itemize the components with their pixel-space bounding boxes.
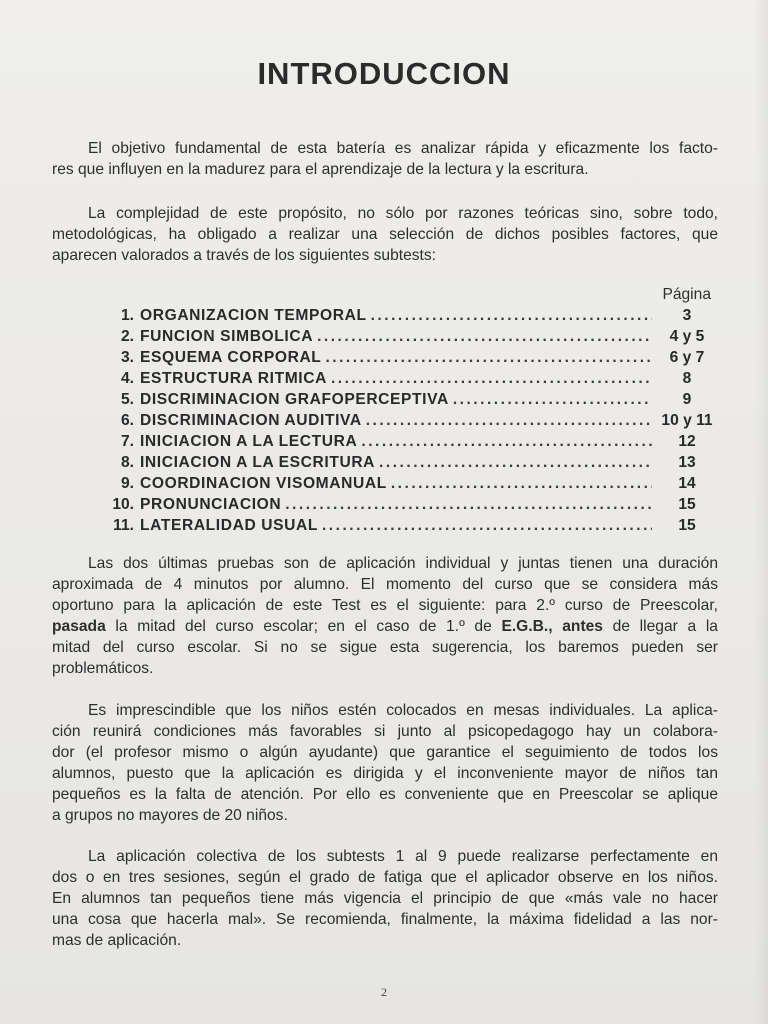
toc-row <box>100 494 718 515</box>
paragraph-line: mas de aplicación. <box>52 932 182 949</box>
toc-number: 4. <box>120 370 134 387</box>
toc-number: 3. <box>120 349 134 366</box>
toc-page: 14 <box>678 475 696 492</box>
paragraph-line: pequeños es la falta de atención. Por ello es conveniente que en Preescolar se aplique <box>52 786 718 803</box>
toc-number: 7. <box>120 433 134 450</box>
toc-number: 9. <box>120 475 134 492</box>
toc-row <box>100 515 718 536</box>
emphasis-text: pasada <box>52 618 106 635</box>
toc-number: 5. <box>120 391 134 408</box>
toc-number: 10. <box>112 496 134 513</box>
toc-leader-dots <box>322 515 652 536</box>
seating-paragraph <box>52 700 718 826</box>
toc-row <box>100 431 718 452</box>
toc-leader-dots <box>371 305 652 326</box>
toc-row <box>100 389 718 410</box>
toc-number: 6. <box>120 412 134 429</box>
toc-label: FUNCION SIMBOLICA <box>140 328 314 345</box>
toc-number: 8. <box>120 454 134 471</box>
paragraph-line: Es imprescindible que los niños estén colocados en mesas individuales. La aplica- <box>88 702 718 719</box>
collective-application-paragraph <box>52 846 718 951</box>
paragraph-line: una cosa que hacerla mal». Se recomienda, finalmente, la máxima fidelidad a las nor- <box>52 911 718 928</box>
toc-row <box>100 473 718 494</box>
toc-page: 8 <box>682 370 692 387</box>
intro-paragraph-2 <box>52 203 718 266</box>
toc-page: 15 <box>678 496 696 513</box>
toc-label: LATERALIDAD USUAL <box>140 517 318 534</box>
toc-page: 3 <box>682 307 692 324</box>
paragraph-line: La aplicación colectiva de los subtests 1 al 9 puede realizarse perfectamente en <box>88 848 718 865</box>
paragraph-line: problemáticos. <box>52 660 154 677</box>
toc-leader-dots <box>366 410 652 431</box>
emphasis-text: E.G.B., antes <box>501 618 603 635</box>
toc-page-header: Página <box>662 286 711 303</box>
paragraph-line: Las dos últimas pruebas son de aplicación individual y juntas tienen una duración <box>88 555 718 572</box>
intro-paragraph-1 <box>52 138 718 180</box>
toc-leader-dots <box>325 347 652 368</box>
toc-label: DISCRIMINACION AUDITIVA <box>140 412 362 429</box>
application-paragraph <box>52 553 718 679</box>
toc-row <box>100 452 718 473</box>
paragraph-text: de llegar a la <box>602 618 718 635</box>
toc-number: 2. <box>120 328 134 345</box>
subtest-list <box>100 305 718 536</box>
toc-page: 6 y 7 <box>669 349 705 366</box>
toc-page: 15 <box>678 517 696 534</box>
toc-page: 13 <box>678 454 696 471</box>
toc-row <box>100 326 718 347</box>
paragraph-line: dos o en tres sesiones, según el grado de fatiga que el aplicador observe en los niños. <box>52 869 718 886</box>
paragraph-line: El objetivo fundamental de esta batería es analizar rápida y eficazmente los facto- <box>88 140 718 157</box>
toc-label: PRONUNCIACION <box>140 496 282 513</box>
toc-label: COORDINACION VISOMANUAL <box>140 475 387 492</box>
paragraph-line: ción reunirá condiciones más favorables si junto al psicopedagogo hay un colabora- <box>52 723 718 740</box>
toc-leader-dots <box>285 494 652 515</box>
paragraph-line <box>52 616 718 637</box>
toc-leader-dots <box>331 368 652 389</box>
toc-leader-dots <box>453 389 652 410</box>
toc-page: 10 y 11 <box>661 412 713 429</box>
toc-number: 11. <box>113 517 134 534</box>
page-number: 2 <box>381 985 387 999</box>
toc-number: 1. <box>120 307 134 324</box>
scan-edge-shadow <box>754 0 768 1024</box>
toc-label: ESQUEMA CORPORAL <box>140 349 322 366</box>
toc-leader-dots <box>391 473 652 494</box>
toc-row <box>100 410 718 431</box>
toc-page: 9 <box>682 391 692 408</box>
paragraph-line: alumnos, puesto que la aplicación es dirigida y el inconveniente mayor de niños tan <box>52 765 718 782</box>
paragraph-line: metodológicas, ha obligado a realizar una selección de dichos posibles factores, que <box>52 226 718 243</box>
toc-page: 12 <box>678 433 696 450</box>
paragraph-line: oportuno para la aplicación de este Test es el siguiente: para 2.º curso de Preescolar, <box>52 597 718 614</box>
paragraph-line: a grupos no mayores de 20 niños. <box>52 807 288 824</box>
paragraph-line: aproximada de 4 minutos por alumno. El momento del curso que se considera más <box>52 576 718 593</box>
paragraph-line: dor (el profesor mismo o algún ayudante) que garantice el seguimiento de todos los <box>52 744 718 761</box>
toc-row <box>100 347 718 368</box>
paragraph-line: aparecen valorados a través de los siguientes subtests: <box>52 247 437 264</box>
toc-leader-dots <box>379 452 652 473</box>
toc-label: INICIACION A LA LECTURA <box>140 433 358 450</box>
toc-page: 4 y 5 <box>669 328 705 345</box>
paragraph-text: la mitad del curso escolar; en el caso de 1.º de <box>105 618 502 635</box>
toc-row <box>100 305 718 326</box>
toc-leader-dots <box>317 326 652 347</box>
page-title: INTRODUCCION <box>257 56 511 91</box>
paragraph-line: En alumnos tan pequeños tiene más vigencia el principio de que «más vale no hacer <box>52 890 718 907</box>
toc-label: ESTRUCTURA RITMICA <box>140 370 327 387</box>
toc-leader-dots <box>361 431 652 452</box>
toc-label: DISCRIMINACION GRAFOPERCEPTIVA <box>140 391 449 408</box>
paragraph-line: res que influyen en la madurez para el aprendizaje de la lectura y la escritura. <box>52 161 589 178</box>
toc-label: ORGANIZACION TEMPORAL <box>140 307 367 324</box>
paragraph-line: mitad del curso escolar. Si no se sigue esta sugerencia, los baremos pueden ser <box>52 639 718 656</box>
toc-label: INICIACION A LA ESCRITURA <box>140 454 376 471</box>
paragraph-line: La complejidad de este propósito, no sólo por razones teóricas sino, sobre todo, <box>88 205 718 222</box>
toc-row <box>100 368 718 389</box>
